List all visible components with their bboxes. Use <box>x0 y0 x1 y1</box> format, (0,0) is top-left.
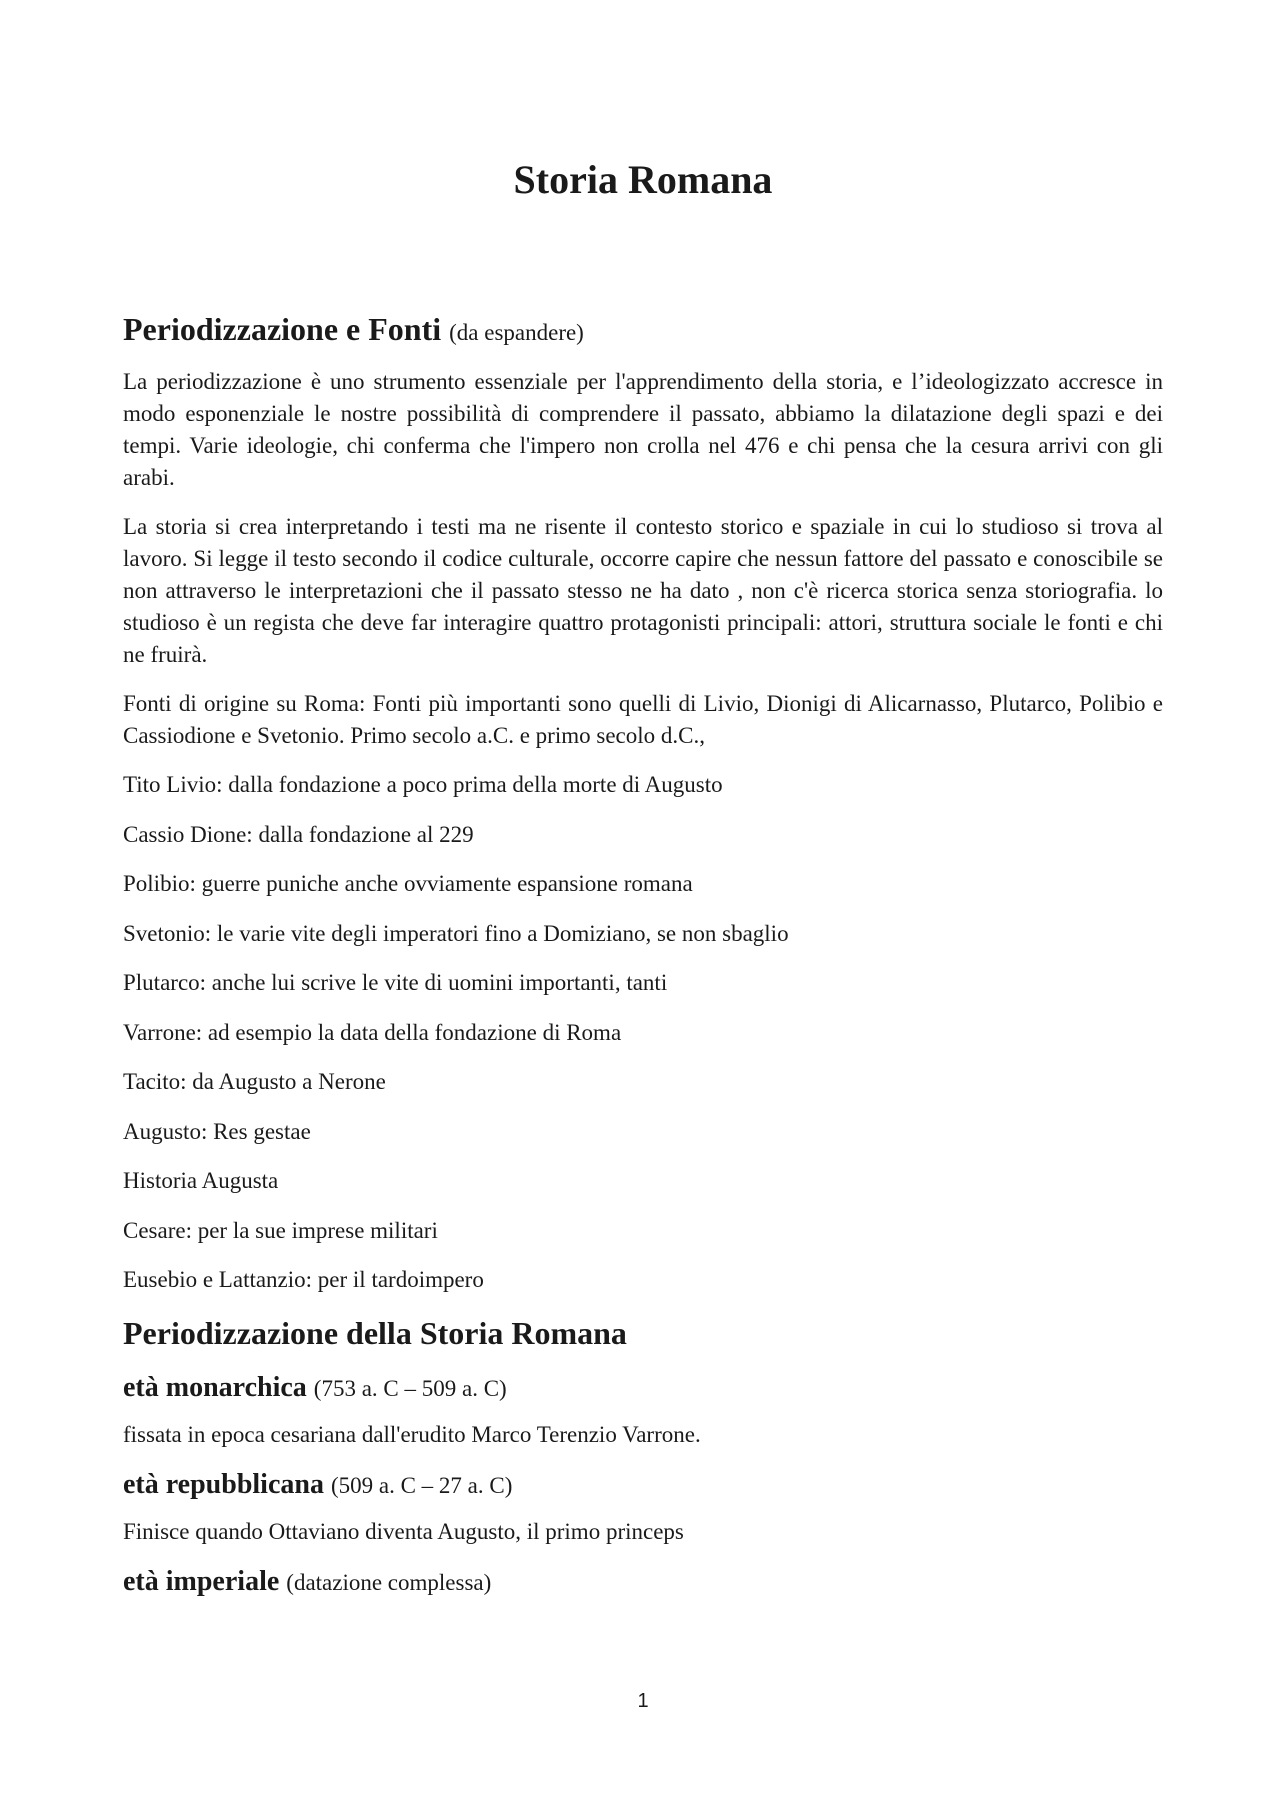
list-item: Tacito: da Augusto a Nerone <box>123 1069 386 1094</box>
list-item: Varrone: ad esempio la data della fondazione di Roma <box>123 1019 622 1045</box>
paragraph: Fonti di origine su Roma: Fonti più importanti sono quelli di Livio, Dionigi di Alicarnasso, Plutarco, Polibio e Cassiodione e Svetonio. Primo secolo a.C. e primo secolo d.C., <box>123 691 1163 748</box>
era-range: (753 a. C – 509 a. C) <box>313 1376 507 1401</box>
era-name: età monarchica <box>123 1372 307 1403</box>
era-heading-repubblicana <box>123 1459 1163 1512</box>
section-heading-note: (da espandere) <box>449 320 584 345</box>
era-range: (509 a. C – 27 a. C) <box>330 1473 513 1498</box>
list-item: Svetonio: le varie vite degli imperatori fino a Domiziano, se non sbaglio <box>123 920 789 946</box>
era-description: Finisce quando Ottaviano diventa Augusto, il primo princeps <box>123 1519 684 1544</box>
list-item: Eusebio e Lattanzio: per il tardoimpero <box>123 1267 484 1292</box>
list-item: Cassio Dione: dalla fondazione al 229 <box>123 821 474 847</box>
era-heading-monarchica <box>123 1362 1163 1415</box>
paragraph: La storia si crea interpretando i testi ma ne risente il contesto storico e spaziale in cui lo studioso si trova al lavoro. Si legge il testo secondo il codice culturale, occorre capire che nessun fattore del passato e conoscibile se non attraverso le interpretazioni che il passato stesso ne ha dato , non c'è ricerca storica senza storiografia. lo studioso è un regista che deve far interagire quattro protagonisti principali: attori, struttura sociale le fonti e chi ne fruirà. <box>123 514 1163 667</box>
era-name: età imperiale <box>123 1566 280 1597</box>
document-body <box>123 300 1163 1609</box>
era-name: età repubblicana <box>123 1469 324 1500</box>
section-heading-periodizzazione-storia: Periodizzazione della Storia Romana <box>123 1315 627 1351</box>
era-heading-imperiale <box>123 1556 1163 1609</box>
list-item: Polibio: guerre puniche anche ovviamente espansione romana <box>123 871 693 896</box>
paragraph: La periodizzazione è uno strumento essenziale per l'apprendimento della storia, e l’ideologizzato accresce in modo esponenziale le nostre possibilità di comprendere il passato, abbiamo la dilatazione degli spazi e dei tempi. Varie ideologie, chi conferma che l'impero non crolla nel 476 e chi pensa che la cesura arrivi con gli arabi. <box>123 369 1163 490</box>
sources-list <box>123 769 1163 1296</box>
era-description: fissata in epoca cesariana dall'erudito Marco Terenzio Varrone. <box>123 1422 701 1447</box>
section-heading-text: Periodizzazione e Fonti <box>123 311 442 347</box>
page-title: Storia Romana <box>513 157 773 202</box>
list-item: Historia Augusta <box>123 1168 279 1193</box>
page-number: 1 <box>637 1690 649 1712</box>
list-item: Plutarco: anche lui scrive le vite di uomini importanti, tanti <box>123 970 668 995</box>
list-item: Cesare: per la sue imprese militari <box>123 1217 438 1243</box>
list-item: Augusto: Res gestae <box>123 1118 311 1144</box>
list-item: Tito Livio: dalla fondazione a poco prima della morte di Augusto <box>123 772 723 797</box>
era-range: (datazione complessa) <box>286 1570 492 1595</box>
section-heading-periodizzazione-fonti <box>123 300 1163 362</box>
